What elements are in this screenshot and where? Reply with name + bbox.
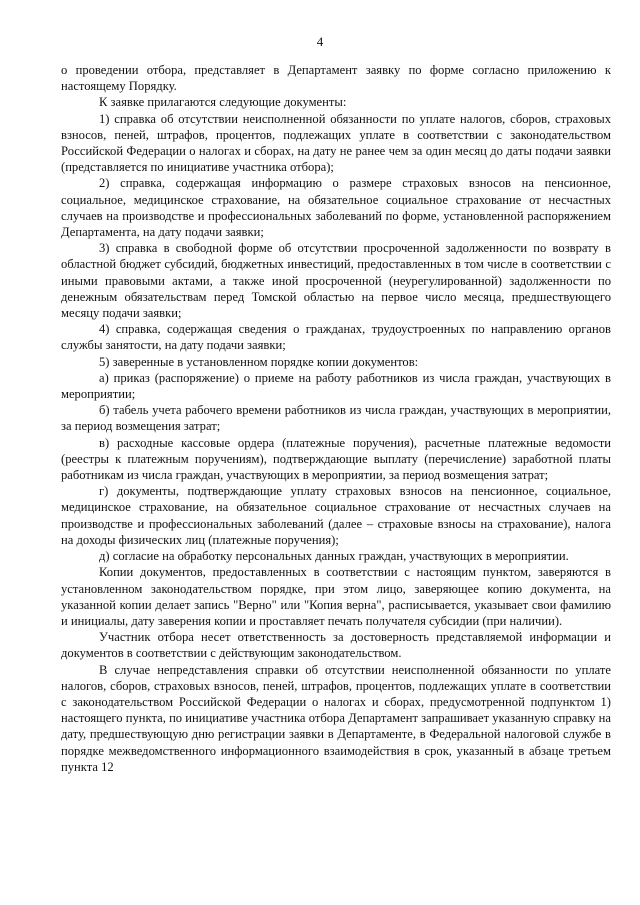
paragraph-copies-certification: Копии документов, предоставленных в соответствии с настоящим пунктом, заверяются в установленном законодательством порядке, при этом лицо, заверяющее копию документа, на указанной копии делает запись "Верно" или "Копия верна", расписывается, указывает свои фамилию и инициалы, дату заверения копии и проставляет печать получателя субсидии (при наличии).	[61, 565, 611, 628]
sub-item-g: г) документы, подтверждающие уплату страховых взносов на пенсионное, социальное, медицинское страхование, на обязательное социальное страхование от несчастных случаев на производстве и профессиональных заболеваний (далее – страховые взносы на страхование), налога на доходы физических лиц (платежные поручения);	[61, 484, 611, 547]
list-item-2: 2) справка, содержащая информацию о размере страховых взносов на пенсионное, социальное, медицинское страхование, на обязательное социальное страхование от несчастных случаев на производстве и профессиональных заболеваний по форме, установленной распоряжением Департамента, на дату подачи заявки;	[61, 176, 611, 240]
list-item-3: 3) справка в свободной форме об отсутствии просроченной задолженности по возврату в областной бюджет субсидий, бюджетных инвестиций, предоставленных в том числе в соответствии с иными правовыми актами, а также иной просроченной (неурегулированной) задолженности по денежным обязательствам перед Томской областью на первое число месяца, предшествующего месяцу подачи заявки;	[61, 241, 611, 321]
list-item-1: 1) справка об отсутствии неисполненной обязанности по уплате налогов, сборов, страховых взносов, пеней, штрафов, процентов, подлежащих уплате в соответствии с законодательством Российской Федерации о налогах и сборах, на дату не ранее чем за один месяц до даты подачи заявки (представляется по инициативе участника отбора);	[61, 111, 611, 175]
sub-item-b: б) табель учета рабочего времени работников из числа граждан, участвующих в мероприятии, за период возмещения затрат;	[61, 403, 611, 434]
document-body	[61, 62, 611, 775]
list-item-4: 4) справка, содержащая сведения о гражданах, трудоустроенных по направлению органов службы занятости, на дату подачи заявки;	[61, 322, 611, 353]
paragraph-continuation: о проведении отбора, представляет в Департамент заявку по форме согласно приложению к настоящему Порядку.	[61, 63, 611, 94]
list-item-5: 5) заверенные в установленном порядке копии документов:	[99, 354, 419, 369]
sub-item-a: а) приказ (распоряжение) о приеме на работу работников из числа граждан, участвующих в мероприятии;	[61, 370, 611, 402]
paragraph-responsibility: Участник отбора несет ответственность за достоверность представляемой информации и документов в соответствии с действующим законодательством.	[61, 630, 611, 661]
sub-item-d: д) согласие на обработку персональных данных граждан, участвующих в мероприятии.	[99, 549, 569, 564]
paragraph-attachments-intro: К заявке прилагаются следующие документы:	[99, 95, 347, 110]
page-number: 4	[316, 34, 324, 49]
sub-item-v: в) расходные кассовые ордера (платежные поручения), расчетные платежные ведомости (реестры к платежным поручениям), подтверждающие выплату (перечисление) заработной платы работникам из числа граждан, участвующих в мероприятии, за период возмещения затрат;	[61, 435, 611, 483]
paragraph-non-submission: В случае непредставления справки об отсутствии неисполненной обязанности по уплате налогов, сборов, страховых взносов, пеней, штрафов, процентов, подлежащих уплате в соответствии с законодательством Российской Федерации о налогах и сборах, предусмотренной подпунктом 1) настоящего пункта, по инициативе участника отбора Департамент запрашивает указанную справку на дату, предшествующую дню регистрации заявки в Департаменте, в Федеральной налоговой службе в порядке межведомственного информационного взаимодействия в срок, указанный в абзаце третьем пункта 12	[61, 662, 611, 774]
